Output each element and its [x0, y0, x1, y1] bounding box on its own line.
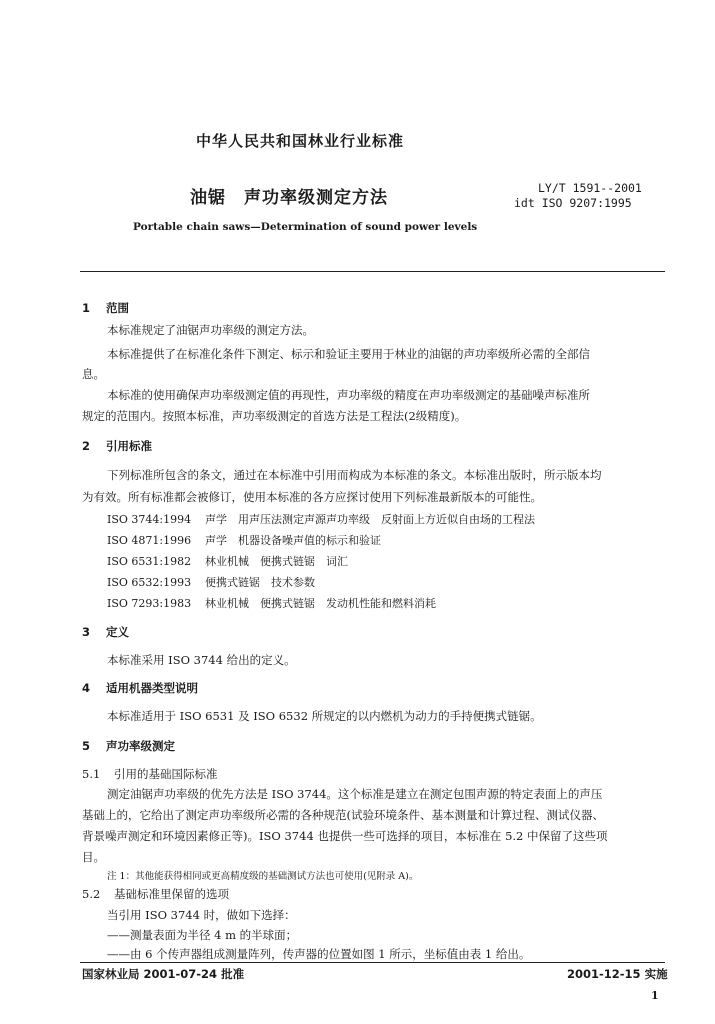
idt-reference: idt ISO 9207:1995: [514, 196, 632, 210]
s1-paragraph-1: 本标准规定了油锯声功率级的测定方法。: [107, 323, 314, 337]
section-4-heading: [82, 680, 198, 696]
reference-code: ISO 4871:1996: [107, 534, 192, 547]
standard-number: LY/T 1591--2001: [538, 181, 642, 195]
reference-code: ISO 3744:1994: [107, 513, 192, 526]
reference-item: [107, 595, 436, 611]
page-number: 1: [651, 989, 659, 1002]
reference-title: 林业机械 便携式链锯 词汇: [205, 555, 348, 568]
section-5-2-heading: [82, 884, 229, 904]
section-title: 范围: [106, 301, 130, 315]
section-title: 适用机器类型说明: [106, 681, 199, 695]
s2-paragraph-line-2: 为有效。所有标准都会被修订，使用本标准的各方应探讨使用下列标准最新版本的可能性。: [82, 490, 542, 504]
section-number: 3: [82, 625, 91, 639]
reference-item: [107, 511, 535, 527]
reference-code: ISO 6531:1982: [107, 555, 192, 568]
reference-item: [107, 574, 315, 590]
header-divider: [80, 271, 665, 272]
reference-code: ISO 6532:1993: [107, 576, 192, 589]
reference-title: 林业机械 便携式链锯 发动机性能和燃料消耗: [205, 597, 436, 610]
subsection-number: 5.2: [82, 887, 101, 901]
implementation-date: 2001-12-15 实施: [567, 967, 668, 981]
note-1: 注 1：其他能获得相同或更高精度级的基础测试方法也可使用(见附录 A)。: [107, 871, 419, 882]
s52-list-item-2: ——由 6 个传声器组成测量阵列，传声器的位置如图 1 所示，坐标值由表 1 给出。: [107, 947, 531, 961]
section-1-heading: [82, 300, 129, 316]
reference-title: 声学 机器设备噪声值的标示和验证: [205, 534, 381, 547]
s4-paragraph: 本标准适用于 ISO 6531 及 ISO 6532 所规定的以内燃机为动力的手持便携式链锯。: [107, 709, 542, 723]
document-title: 油锯 声功率级测定方法: [190, 188, 388, 208]
section-title: 声功率级测定: [106, 739, 176, 753]
reference-title: 声学 用声压法测定声源声功率级 反射面上方近似自由场的工程法: [205, 513, 535, 526]
section-5-1-heading: [82, 764, 217, 784]
section-5-heading: [82, 738, 175, 754]
top-title: 中华人民共和国林业行业标准: [195, 132, 404, 150]
section-title: 定义: [106, 625, 130, 639]
subsection-title: 基础标准里保留的选项: [113, 887, 229, 901]
s52-paragraph: 当引用 ISO 3744 时，做如下选择：: [107, 908, 296, 922]
s52-list-item-1: ——测量表面为半径 4 m 的半球面；: [107, 928, 298, 942]
footer-divider: [80, 962, 665, 963]
section-number: 1: [82, 301, 91, 315]
s1-paragraph-2-line-2: 息。: [82, 367, 105, 381]
s51-paragraph-line-4: 目。: [82, 850, 105, 864]
reference-code: ISO 7293:1983: [107, 597, 192, 610]
section-title: 引用标准: [106, 439, 153, 453]
s1-paragraph-3-line-1: 本标准的使用确保声功率级测定值的再现性，声功率级的精度在声功率级测定的基础噪声标准所: [107, 388, 590, 402]
section-number: 2: [82, 439, 91, 453]
section-2-heading: [82, 438, 152, 454]
reference-item: [107, 553, 348, 569]
english-title: Portable chain saws—Determination of sound power levels: [133, 221, 478, 233]
s3-paragraph: 本标准采用 ISO 3744 给出的定义。: [107, 653, 296, 667]
reference-item: [107, 532, 381, 548]
section-number: 4: [82, 681, 91, 695]
subsection-title: 引用的基础国际标准: [113, 767, 218, 781]
s2-paragraph-line-1: 下列标准所包含的条文，通过在本标准中引用而构成为本标准的条文。本标准出版时，所示版本均: [107, 468, 602, 482]
s1-paragraph-3-line-2: 规定的范围内。按照本标准，声功率级测定的首选方法是工程法(2级精度)。: [82, 409, 467, 423]
s1-paragraph-2-line-1: 本标准提供了在标准化条件下测定、标示和验证主要用于林业的油锯的声功率级所必需的全部信: [107, 347, 590, 361]
approval-date: 国家林业局 2001-07-24 批准: [82, 967, 245, 981]
s51-paragraph-line-3: 背景噪声测定和环境因素修正等)。ISO 3744 也提供一些可选择的项目，本标准在 5.2 中保留了这些项: [82, 829, 608, 843]
reference-title: 便携式链锯 技术参数: [205, 576, 315, 589]
s51-paragraph-line-1: 测定油锯声功率级的优先方法是 ISO 3744。这个标准是建立在测定包围声源的特定表面上的声压: [107, 787, 603, 801]
section-3-heading: [82, 624, 129, 640]
s51-paragraph-line-2: 基础上的，它给出了测定声功率级所必需的各种规范(试验环境条件、基本测量和计算过程、测试仪器、: [82, 808, 604, 822]
subsection-number: 5.1: [82, 767, 101, 781]
section-number: 5: [82, 739, 91, 753]
